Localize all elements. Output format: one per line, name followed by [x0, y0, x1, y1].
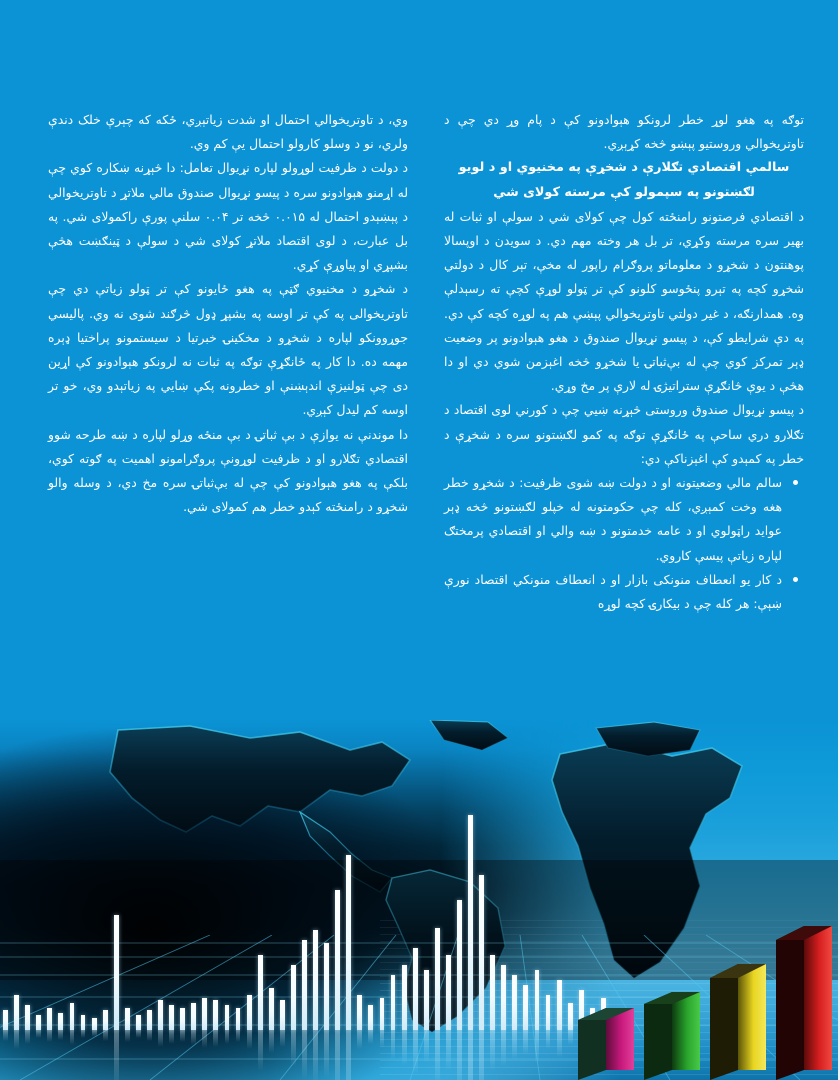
- bar: [70, 1003, 75, 1031]
- bar: [523, 985, 528, 1030]
- bar: [247, 995, 252, 1030]
- bar: [92, 1018, 97, 1031]
- bar: [457, 900, 462, 1030]
- bar: [147, 1010, 152, 1030]
- bar: [468, 815, 473, 1030]
- colored-3d-bars: [560, 920, 840, 1080]
- bar: [391, 975, 396, 1030]
- bar: [269, 988, 274, 1031]
- left-text-column: [48, 108, 408, 519]
- list-item-text: سالم مالي وضعیتونه او د دولت ښه شوی ظرفیت: د شخړو خطر هغه وخت کمېږي، کله چې حکومتونه له خپلو لګښتونو څخه ډېر عواید راټولوي او د عامه خدمتونو د ښه والي او اقتصادي پرمختګ لپاره زیاتې پیسې کاروي.: [444, 475, 782, 563]
- bar: [413, 948, 418, 1031]
- bar: [81, 1015, 86, 1030]
- bar: [213, 1000, 218, 1030]
- bar: [479, 875, 484, 1030]
- bar: [324, 943, 329, 1031]
- left-paragraph-4: دا موندنې نه یوازې د بې ثباتۍ د بې منځه وړلو لپاره د ښه طرحه شوو اقتصادي تګلارو او د ظرفیت لوړونې پروګرامونو اهمیت په ګوته کوي، بلکې په هغو هېوادونو کې چې له بې‌ثباتۍ سره مخ دي، د وسله والو شخړو د رامنځته کېدو خطر هم کمولای شي.: [48, 426, 408, 515]
- bar: [169, 1005, 174, 1030]
- bar: [368, 1005, 373, 1030]
- bar: [446, 955, 451, 1030]
- bar: [103, 1010, 108, 1030]
- bar: [313, 930, 318, 1030]
- bar: [180, 1008, 185, 1031]
- bar: [535, 970, 540, 1030]
- bar: [225, 1005, 230, 1030]
- bar: [3, 1010, 8, 1030]
- bar: [202, 998, 207, 1031]
- bar: [258, 955, 263, 1030]
- bar: [114, 915, 119, 1030]
- bar: [335, 890, 340, 1030]
- bar: [357, 995, 362, 1030]
- bar: [501, 965, 506, 1030]
- bar: [302, 940, 307, 1030]
- bar: [236, 1008, 241, 1031]
- bar: [346, 855, 351, 1030]
- list-item-text: د کار یو انعطاف منونکی بازار او د انعطاف منونکي اقتصاد نورې ښېې: هر کله چې د بیکارۍ کچه لوړه: [444, 571, 782, 612]
- white-bar-chart: [0, 815, 620, 1030]
- bar: [136, 1015, 141, 1030]
- left-paragraph-1: وي، د تاوتریخوالي احتمال او شدت زیاتېږي، ځکه که چېرې خلک دندې ولري، نو د وسلو کارولو احتمال یې کم وي.: [48, 112, 408, 152]
- bar: [158, 1000, 163, 1030]
- bar: [546, 995, 551, 1030]
- left-paragraph-2: د دولت د ظرفیت لوړولو لپاره نړیوال تعامل: دا څېړنه ښکاره کوي چې له اړمنو هېوادونو سره د پیسو نړیوال صندوق مالي ملاتړ د تاوتریخوالي د پېښېدو احتمال له ۰.۰۱۵ څخه تر ۰.۰۴ سلنې پورې راکمولای شي. په بل عبارت، د لوی اقتصاد ملاتړ کولای شي د سولې د ټینګښت هڅې بشپړي او پیاوړې کړي.: [48, 160, 408, 273]
- bar: [291, 965, 296, 1030]
- right-paragraph-1: توګه په هغو لوړ خطر لرونکو هېوادونو کې د پام وړ دي چې د تاوتریخوالي وروستیو پېښو څخه کړېږي.: [444, 112, 804, 152]
- world-map-bar-chart-photo: [0, 720, 840, 1080]
- bullet-dot-icon: [793, 577, 798, 582]
- bar: [58, 1013, 63, 1031]
- right-paragraph-2: د اقتصادي فرصتونو رامنځته کول چې کولای شي د سولې او ثبات له بهیر سره مرسته وکړي، تر بل هر وخته مهم دي. د سویدن د اوپسالا پوهنتون د شخړو د معلوماتو پروګرام راپور له مخې، تېر کال د دولتي شخړو کچه په تېرو پنځوسو کلونو کې تر ټولو لوړې کچې ته رسېدلې وه. همدارنګه، د غیر دولتي تاوتریخوالي پېښې هم په لوړه کچه کې دي. په دې شرایطو کې، د پیسو نړیوال صندوق د هغو هېوادونو پر وضعیت ډېر تمرکز کوي چې له بې‌ثباتۍ یا شخړو څخه اغېزمن شوي دي او دا هڅې د یوې څانګړې ستراتیژۍ له لارې پر مخ وړي.: [444, 208, 804, 394]
- bullet-dot-icon: [793, 480, 798, 485]
- bar: [125, 1008, 130, 1031]
- bar: [380, 998, 385, 1031]
- bar: [490, 955, 495, 1030]
- bar: [424, 970, 429, 1030]
- left-paragraph-3: د شخړو د مخنیوي ګټې په هغو ځایونو کې تر ټولو زیاتې دي چې تاوتریخوالی په کې تر اوسه په بشپړ ډول څرګند شوی نه وي. پالیسي جوړوونکو لپاره د شخړو د مخکینۍ خبرتیا د سیستمونو پراختیا ډېره مهمه ده. دا کار په ځانګړې توګه په ثبات نه لرونکو هېوادونو کې اړین دی چې ټولنیزې اندېښنې او خطرونه پکې ښایي په زیاتېدو وي، خو تر اوسه کم لیدل کېږي.: [48, 281, 408, 418]
- list-item: [444, 471, 782, 568]
- bullet-list: [444, 471, 804, 616]
- bar: [280, 1000, 285, 1030]
- right-text-column: [444, 108, 804, 616]
- bar: [512, 975, 517, 1030]
- section-heading: سالمې اقتصادي تګلارې د شخړې په مخنیوي او د لویو لګښتونو په سپمولو کې مرسته کولای شي: [458, 160, 790, 200]
- bar: [402, 965, 407, 1030]
- bar: [25, 1005, 30, 1030]
- bar: [14, 995, 19, 1030]
- right-paragraph-3: د پیسو نړیوال صندوق وروستی څېړنه ښیي چې د کورني لوی اقتصاد د تګلارو دري ساحې په ځانګړې توګه په کمو لګښتونو سره د شخړې د خطر په کمېدو کې اغېزناکې دي:: [444, 402, 804, 466]
- bar: [47, 1008, 52, 1031]
- bar: [191, 1003, 196, 1031]
- bar: [435, 928, 440, 1031]
- list-item: [444, 568, 782, 616]
- bar: [36, 1015, 41, 1030]
